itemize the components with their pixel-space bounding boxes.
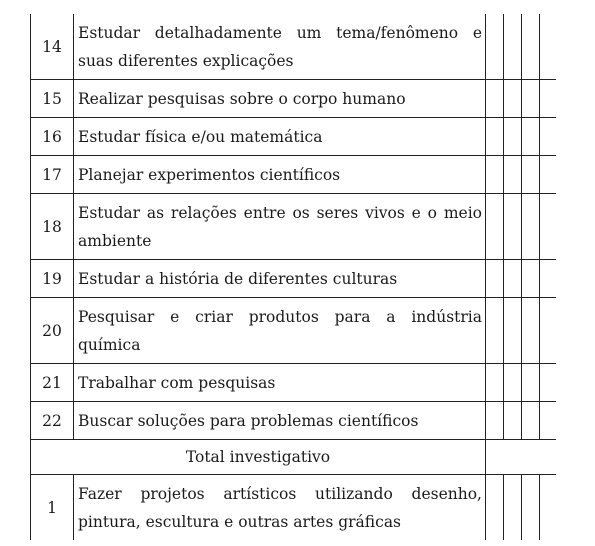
table-row: [31, 364, 557, 402]
answer-cell-2[interactable]: [504, 14, 522, 80]
answer-cell-1[interactable]: [486, 260, 504, 298]
answer-cell-2[interactable]: [504, 402, 522, 440]
answer-cell-1[interactable]: [486, 298, 504, 364]
answer-cell-4[interactable]: [540, 14, 557, 80]
item-number: 20: [31, 298, 74, 364]
total-value-cell[interactable]: [486, 440, 557, 475]
item-description: Buscar soluções para problemas científicos: [74, 402, 486, 440]
item-number: 19: [31, 260, 74, 298]
answer-cell-3[interactable]: [522, 402, 540, 440]
answer-cell-2[interactable]: [504, 475, 522, 541]
interest-inventory-table: [30, 14, 556, 540]
item-number: 14: [31, 14, 74, 80]
item-description: Realizar pesquisas sobre o corpo humano: [74, 80, 486, 118]
answer-cell-2[interactable]: [504, 298, 522, 364]
table-row: [31, 260, 557, 298]
answer-cell-1[interactable]: [486, 14, 504, 80]
item-description: Estudar a história de diferentes culturas: [74, 260, 486, 298]
total-label: Total investigativo: [31, 440, 486, 475]
item-description: Planejar experimentos científicos: [74, 156, 486, 194]
answer-cell-1[interactable]: [486, 80, 504, 118]
answer-cell-2[interactable]: [504, 118, 522, 156]
answer-cell-1[interactable]: [486, 156, 504, 194]
answer-cell-3[interactable]: [522, 156, 540, 194]
answer-cell-3[interactable]: [522, 14, 540, 80]
answer-cell-4[interactable]: [540, 475, 557, 541]
table-row: [31, 156, 557, 194]
answer-cell-1[interactable]: [486, 118, 504, 156]
answer-cell-4[interactable]: [540, 260, 557, 298]
answer-cell-3[interactable]: [522, 260, 540, 298]
item-description: Pesquisar e criar produtos para a indústria química: [74, 298, 486, 364]
answer-cell-2[interactable]: [504, 364, 522, 402]
answer-cell-3[interactable]: [522, 364, 540, 402]
table-row: [31, 194, 557, 260]
answer-cell-3[interactable]: [522, 298, 540, 364]
answer-cell-2[interactable]: [504, 260, 522, 298]
answer-cell-3[interactable]: [522, 118, 540, 156]
answer-cell-4[interactable]: [540, 364, 557, 402]
questionnaire-sheet: [30, 14, 550, 540]
item-description: Trabalhar com pesquisas: [74, 364, 486, 402]
item-number: 21: [31, 364, 74, 402]
table-row: [31, 80, 557, 118]
item-description: Fazer projetos artísticos utilizando desenho, pintura, escultura e outras artes gráficas: [74, 475, 486, 541]
answer-cell-1[interactable]: [486, 364, 504, 402]
answer-cell-1[interactable]: [486, 402, 504, 440]
answer-cell-4[interactable]: [540, 402, 557, 440]
answer-cell-2[interactable]: [504, 80, 522, 118]
answer-cell-3[interactable]: [522, 80, 540, 118]
item-description: Estudar as relações entre os seres vivos e o meio ambiente: [74, 194, 486, 260]
answer-cell-2[interactable]: [504, 156, 522, 194]
item-description: Estudar física e/ou matemática: [74, 118, 486, 156]
table-row: [31, 118, 557, 156]
item-number: 1: [31, 475, 74, 541]
item-number: 22: [31, 402, 74, 440]
answer-cell-4[interactable]: [540, 80, 557, 118]
answer-cell-3[interactable]: [522, 194, 540, 260]
item-number: 18: [31, 194, 74, 260]
item-description: Estudar detalhadamente um tema/fenômeno e suas diferentes explicações: [74, 14, 486, 80]
answer-cell-2[interactable]: [504, 194, 522, 260]
answer-cell-4[interactable]: [540, 298, 557, 364]
item-number: 17: [31, 156, 74, 194]
table-row: [31, 14, 557, 80]
answer-cell-1[interactable]: [486, 475, 504, 541]
answer-cell-4[interactable]: [540, 156, 557, 194]
table-row: [31, 298, 557, 364]
answer-cell-1[interactable]: [486, 194, 504, 260]
total-row: [31, 440, 557, 475]
item-number: 15: [31, 80, 74, 118]
answer-cell-3[interactable]: [522, 475, 540, 541]
answer-cell-4[interactable]: [540, 118, 557, 156]
table-row: [31, 402, 557, 440]
item-number: 16: [31, 118, 74, 156]
answer-cell-4[interactable]: [540, 194, 557, 260]
table-row: [31, 475, 557, 541]
